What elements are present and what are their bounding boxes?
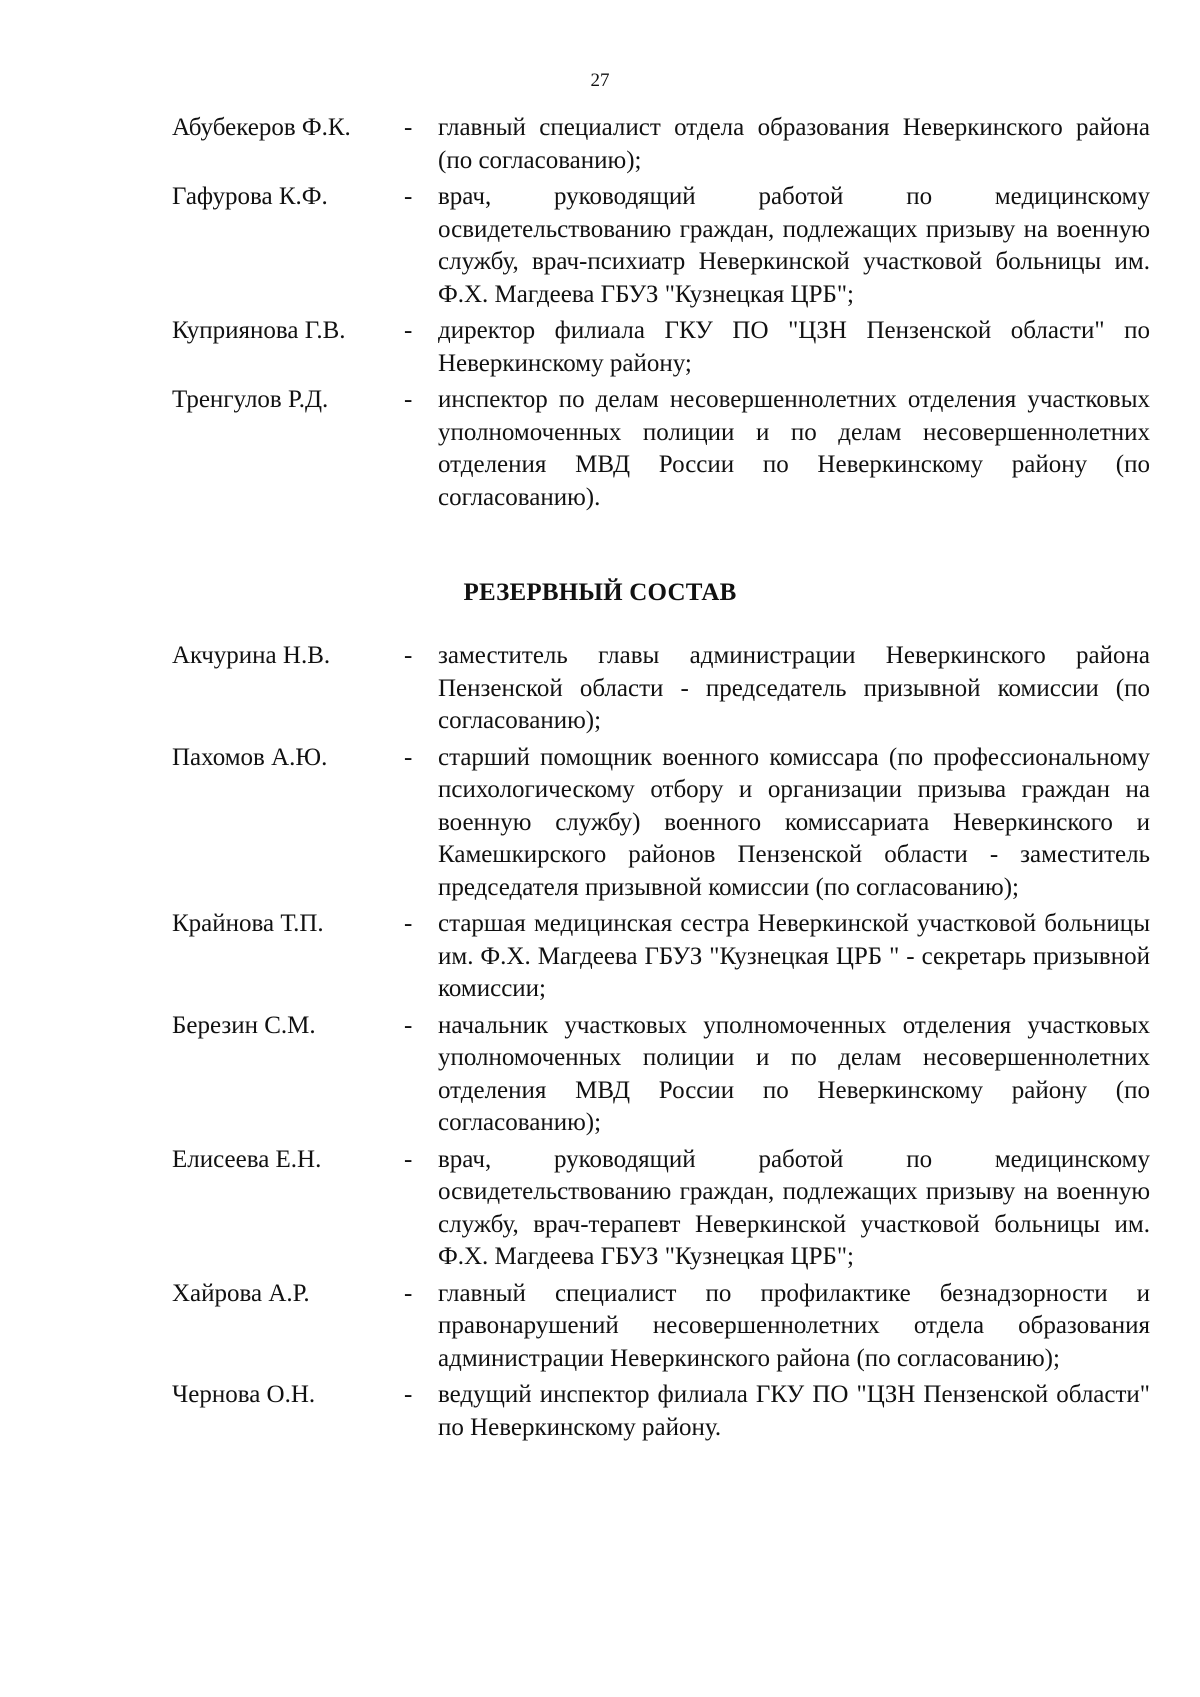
list-item [172, 315, 1150, 380]
list-item [172, 640, 1150, 738]
list-item [172, 1010, 1150, 1140]
list-item [172, 1278, 1150, 1376]
list-item [172, 181, 1150, 311]
member-description: старший помощник военного комиссара (по профессиональному психологическому отбору и организации призыва граждан на военную службу) военного комиссариата Неверкинского и Камешкирского районов Пензенской области - заместитель председателя призывной комиссии (по согласованию); [438, 743, 1150, 901]
member-description: врач, руководящий работой по медицинскому освидетельствованию граждан, подлежащих призыву на военную службу, врач-терапевт Неверкинской участковой больницы им. Ф.Х. Магдеева ГБУЗ "Кузнецкая ЦРБ"; [438, 1145, 1150, 1270]
member-description: заместитель главы администрации Неверкинского района Пензенской области - председатель призывной комиссии (по согласованию); [438, 642, 1150, 734]
member-name: Гафурова К.Ф. [172, 183, 328, 210]
list-item [172, 384, 1150, 514]
separator-dash: - [404, 1145, 413, 1173]
member-name: Чернова О.Н. [172, 1381, 316, 1408]
member-name: Тренгулов Р.Д. [172, 386, 329, 413]
member-description: главный специалист по профилактике безнадзорности и правонарушений несовершеннолетних отдела образования администрации Неверкинского района (по согласованию); [438, 1279, 1150, 1372]
separator-dash: - [404, 910, 413, 937]
member-name: Абубекеров Ф.К. [172, 114, 351, 141]
member-name: Крайнова Т.П. [172, 910, 324, 937]
separator-dash: - [404, 114, 413, 141]
member-description: старшая медицинская сестра Неверкинской участковой больницы им. Ф.Х. Магдеева ГБУЗ "Кузнецкая ЦРБ " - секретарь призывной комиссии; [438, 910, 1150, 1002]
list-item [172, 1144, 1150, 1274]
list-item [172, 112, 1150, 177]
member-description: врач, руководящий работой по медицинскому освидетельствованию граждан, подлежащих призыву на военную службу, врач-психиатр Неверкинской участковой больницы им. Ф.Х. Магдеева ГБУЗ "Кузнецкая ЦРБ"; [438, 183, 1150, 308]
member-name: Елисеева Е.Н. [172, 1145, 322, 1173]
separator-dash: - [404, 386, 413, 413]
separator-dash: - [404, 183, 413, 210]
page-number: 27 [590, 70, 610, 91]
member-name: Березин С.М. [172, 1011, 316, 1039]
main-members-list [172, 112, 1150, 518]
list-item [172, 742, 1150, 905]
reserve-members-list [172, 640, 1150, 1448]
member-name: Акчурина Н.В. [172, 642, 331, 669]
separator-dash: - [404, 642, 413, 669]
separator-dash: - [404, 317, 413, 344]
member-description: главный специалист отдела образования Неверкинского района (по согласованию); [438, 114, 1150, 174]
member-name: Пахомов А.Ю. [172, 743, 328, 771]
list-item [172, 908, 1150, 1006]
separator-dash: - [404, 1279, 413, 1307]
separator-dash: - [404, 1011, 413, 1039]
member-name: Куприянова Г.В. [172, 317, 346, 344]
separator-dash: - [404, 1381, 413, 1408]
member-description: ведущий инспектор филиала ГКУ ПО "ЦЗН Пензенской области" по Неверкинскому району. [438, 1381, 1150, 1441]
separator-dash: - [404, 743, 413, 771]
section-heading: РЕЗЕРВНЫЙ СОСТАВ [463, 579, 737, 606]
member-description: директор филиала ГКУ ПО "ЦЗН Пензенской области" по Неверкинскому району; [438, 317, 1150, 377]
member-description: начальник участковых уполномоченных отделения участковых уполномоченных полиции и по делам несовершеннолетних отделения МВД России по Неверкинскому району (по согласованию); [438, 1011, 1150, 1136]
list-item [172, 1379, 1150, 1444]
member-description: инспектор по делам несовершеннолетних отделения участковых уполномоченных полиции и по делам несовершеннолетних отделения МВД России по Неверкинскому району (по согласованию). [438, 386, 1150, 511]
member-name: Хайрова А.Р. [172, 1279, 310, 1307]
